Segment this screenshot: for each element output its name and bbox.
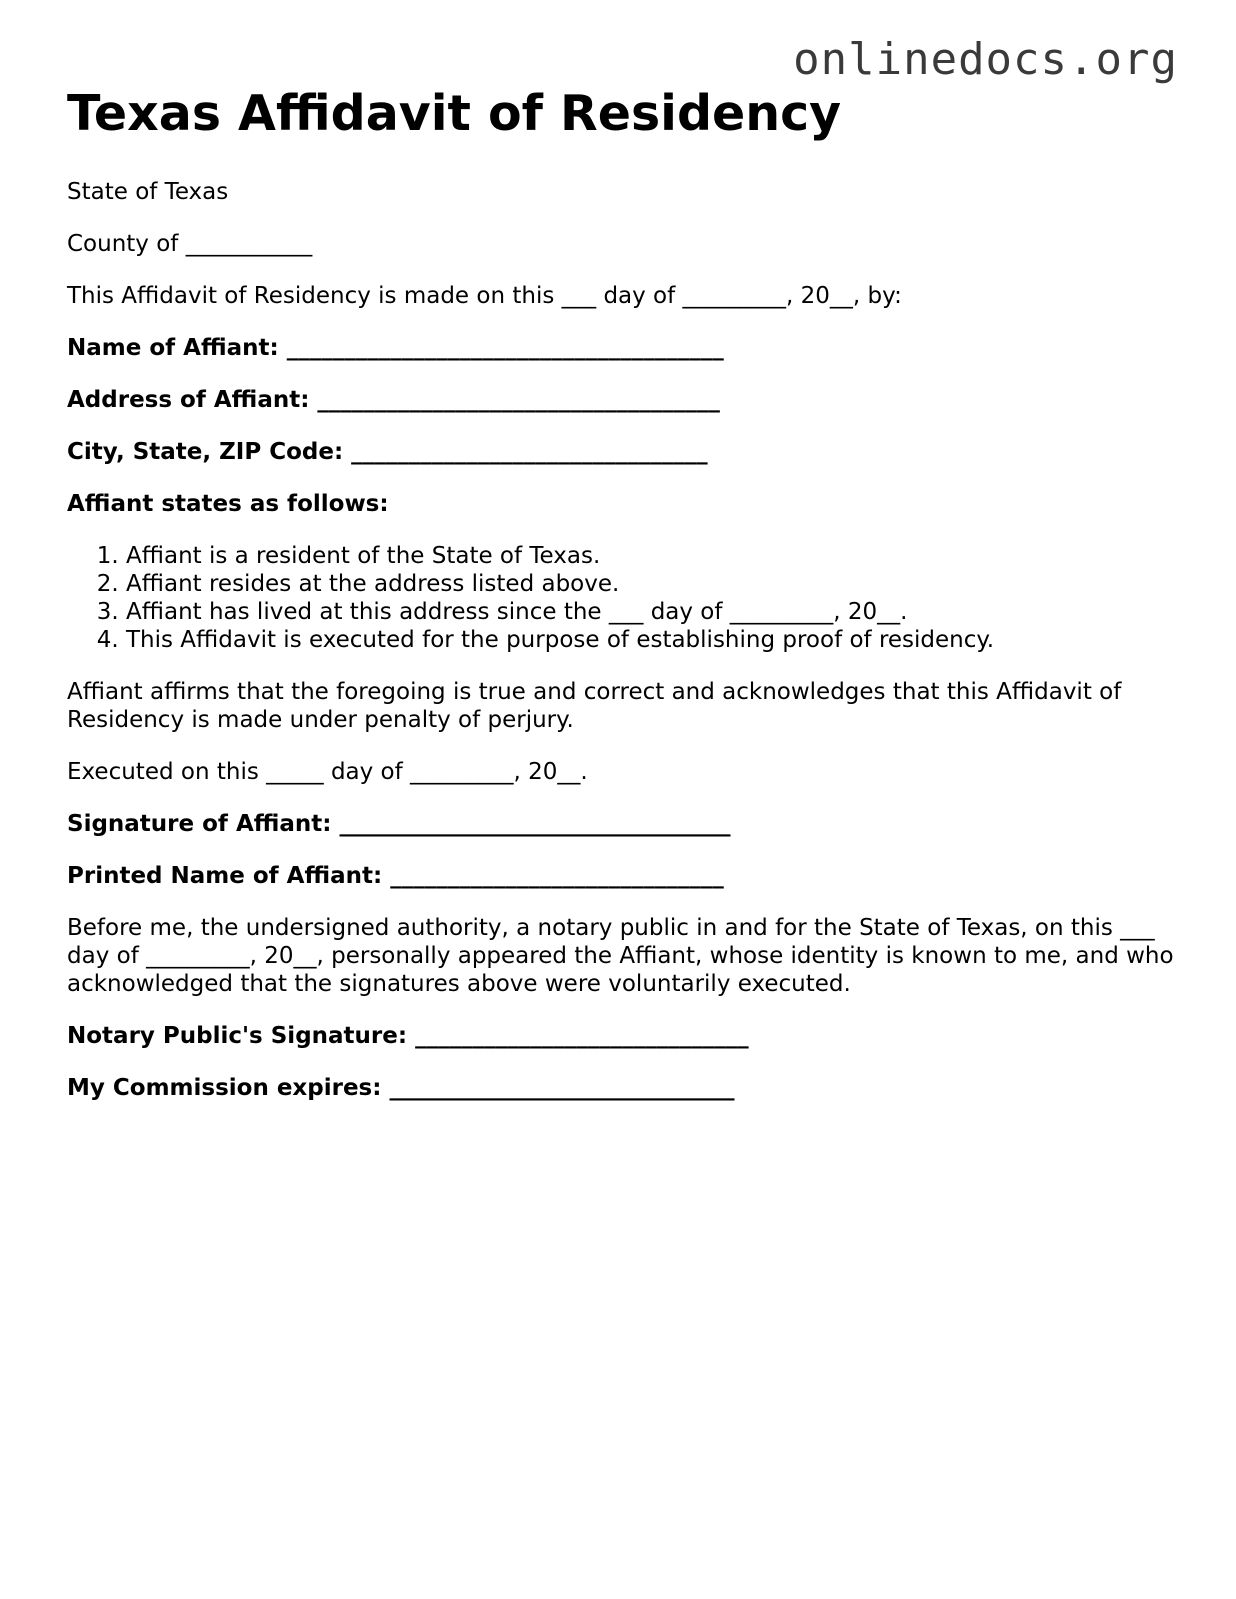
executed-line: Executed on this _____ day of _________, 20__.: [67, 759, 588, 785]
document-title: Texas Affidavit of Residency: [67, 85, 842, 142]
list-item: 4. This Affidavit is executed for the purpose of establishing proof of residency.: [126, 626, 1177, 654]
list-item: 2. Affiant resides at the address listed above.: [126, 570, 1177, 598]
statements-list: [67, 542, 1177, 654]
commission-expires-field: My Commission expires: ______________________________: [67, 1075, 735, 1101]
signature-of-affiant-field: Signature of Affiant: __________________________________: [67, 811, 731, 837]
state-line: State of Texas: [67, 179, 229, 205]
list-item: 1. Affiant is a resident of the State of Texas.: [126, 542, 1177, 570]
document-page: [67, 86, 1177, 1102]
statements-heading: Affiant states as follows:: [67, 491, 389, 517]
list-item: 3. Affiant has lived at this address since the ___ day of _________, 20__.: [126, 598, 1177, 626]
notary-signature-field: Notary Public's Signature: _____________________________: [67, 1023, 749, 1049]
notary-paragraph: Before me, the undersigned authority, a notary public in and for the State of Texas, on this ___ day of _________, 20__, personally appeared the Affiant, whose identity is known to me, and who acknowledged that the signatures above were voluntarily executed.: [67, 915, 1174, 997]
name-of-affiant-field: Name of Affiant: ______________________________________: [67, 335, 724, 361]
city-state-zip-field: City, State, ZIP Code: _______________________________: [67, 439, 708, 465]
county-line: County of ___________: [67, 231, 313, 257]
intro-line: This Affidavit of Residency is made on this ___ day of _________, 20__, by:: [67, 283, 902, 309]
printed-name-of-affiant-field: Printed Name of Affiant: _____________________________: [67, 863, 724, 889]
watermark: onlinedocs.org: [793, 34, 1178, 85]
address-of-affiant-field: Address of Affiant: ___________________________________: [67, 387, 720, 413]
affirmation-paragraph: Affiant affirms that the foregoing is true and correct and acknowledges that this Affidavit of Residency is made under penalty of perjury.: [67, 679, 1122, 733]
